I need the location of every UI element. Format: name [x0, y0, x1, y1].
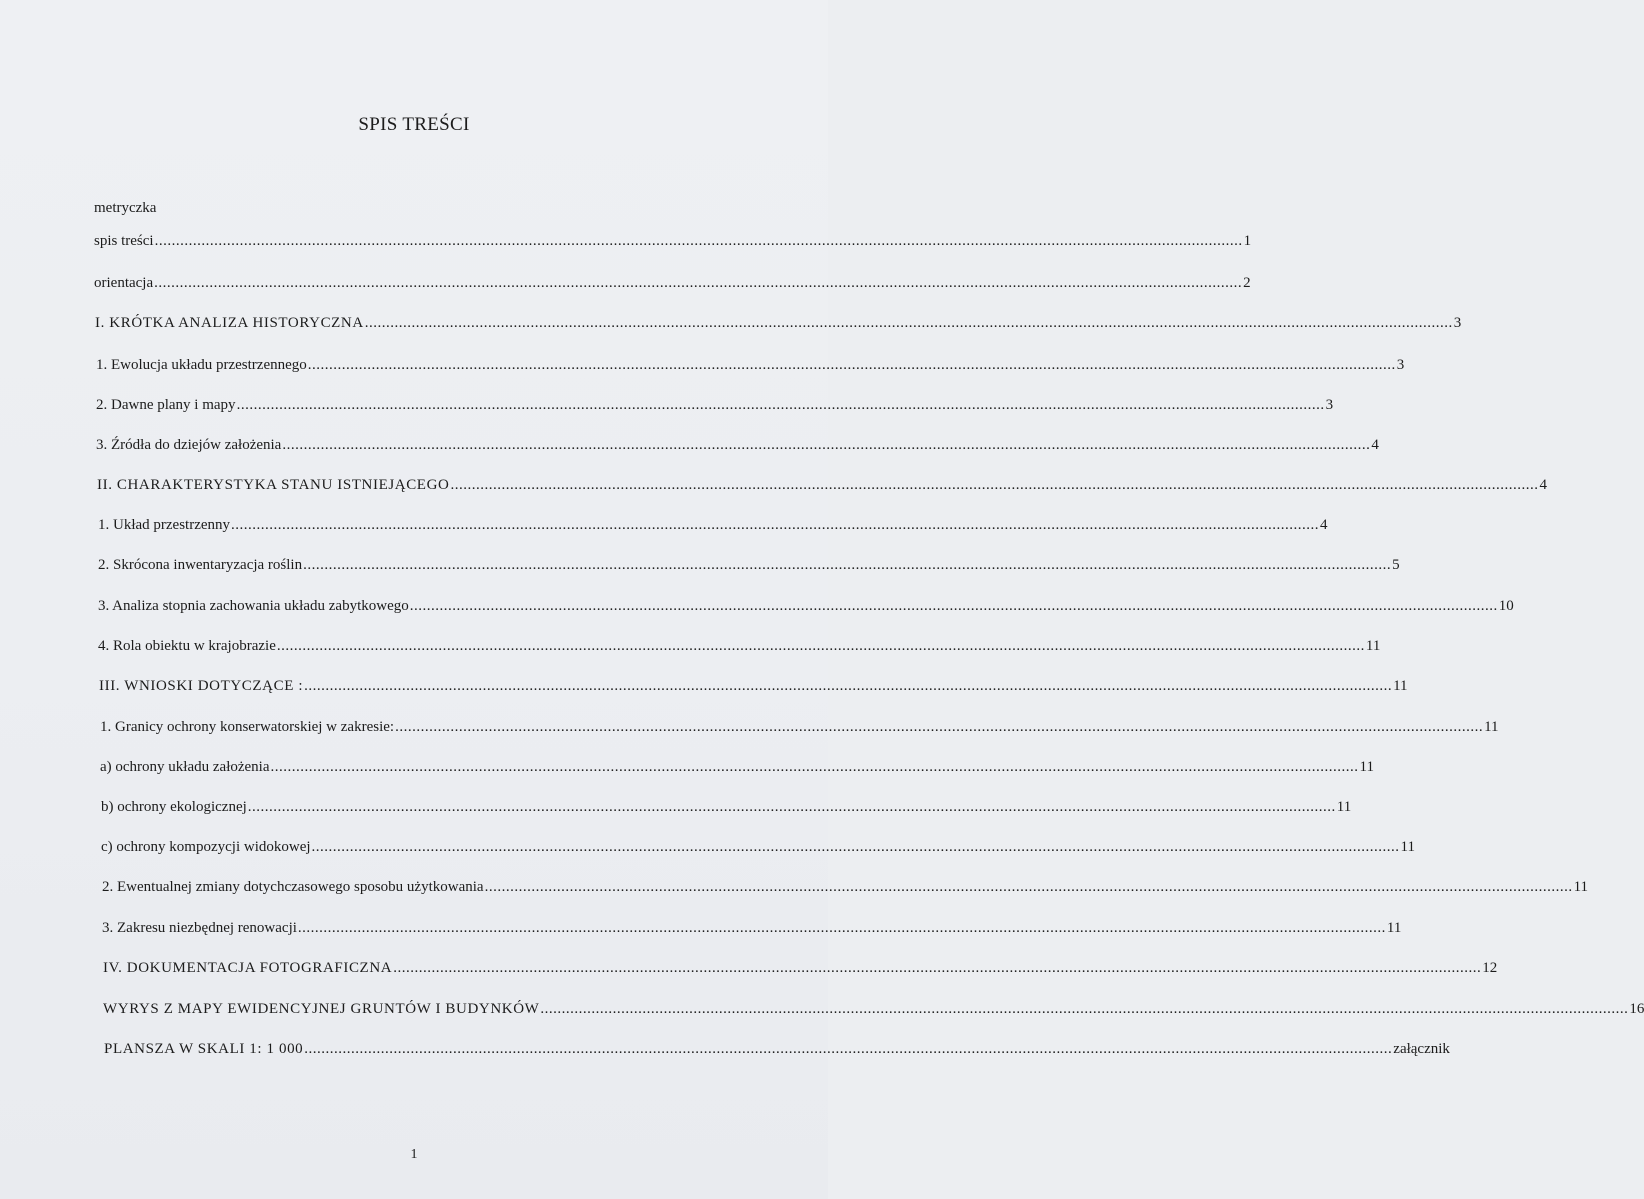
toc-entry	[96, 357, 1405, 374]
toc-entry-page: 3	[1453, 315, 1462, 331]
toc-entry-page: 1	[1243, 233, 1252, 249]
toc-entry-page: 2	[1243, 275, 1251, 291]
page-title: SPIS TREŚCI	[358, 114, 470, 135]
toc-entry-label: WYRYS Z MAPY EWIDENCYJNEJ GRUNTÓW I BUDYNKÓW	[103, 1001, 540, 1017]
toc-entry-page: 4	[1320, 517, 1328, 533]
toc-entry-label: 2. Skrócona inwentaryzacja roślin	[98, 557, 303, 573]
toc-entry-page: 11	[1484, 719, 1499, 735]
toc-entry	[98, 598, 1514, 615]
toc-leader-dots: ................................................................................................................................................................................................................................................................	[154, 233, 1243, 249]
toc-entry-page: 4	[1371, 437, 1379, 453]
toc-entry-label: spis treści	[94, 233, 154, 249]
toc-entry	[98, 517, 1328, 534]
toc-entry-page: załącznik	[1393, 1041, 1450, 1057]
toc-leader-dots: ................................................................................................................................................................................................................................................................	[270, 759, 1359, 775]
toc-leader-dots: ................................................................................................................................................................................................................................................................	[409, 598, 1498, 614]
toc-leader-dots: ................................................................................................................................................................................................................................................................	[484, 879, 1573, 895]
toc-entry-page: 12	[1482, 960, 1498, 976]
toc-entry	[104, 1041, 1450, 1058]
toc-leader-dots: ................................................................................................................................................................................................................................................................	[282, 437, 1371, 453]
toc-entry-label: b) ochrony ekologicznej	[101, 799, 247, 815]
toc-entry	[101, 799, 1352, 816]
toc-entry-label: 1. Układ przestrzenny	[98, 517, 231, 533]
toc-entry-page: 4	[1539, 477, 1547, 493]
toc-entry	[95, 315, 1462, 332]
toc-leader-dots: ................................................................................................................................................................................................................................................................	[364, 315, 1453, 331]
toc-leader-dots: ................................................................................................................................................................................................................................................................	[304, 1041, 1393, 1057]
toc-entry	[96, 437, 1379, 454]
toc-leader-dots: ................................................................................................................................................................................................................................................................	[247, 799, 1336, 815]
toc-entry	[94, 233, 1252, 250]
toc-entry-page: 11	[1359, 759, 1374, 775]
toc-entry	[101, 839, 1415, 856]
toc-leader-dots: ................................................................................................................................................................................................................................................................	[393, 960, 1482, 976]
toc-entry-page: 11	[1365, 638, 1381, 654]
toc-entry	[99, 678, 1408, 695]
toc-leader-dots: ................................................................................................................................................................................................................................................................	[395, 719, 1484, 735]
toc-entry-page: 3	[1325, 397, 1334, 413]
toc-leader-dots: ................................................................................................................................................................................................................................................................	[307, 357, 1396, 373]
toc-entry	[98, 557, 1400, 574]
toc-entry	[100, 719, 1499, 736]
toc-entry	[102, 920, 1402, 937]
toc-entry-label: 4. Rola obiektu w krajobrazie	[98, 638, 276, 654]
toc-entry-label: PLANSZA W SKALI 1: 1 000	[104, 1041, 304, 1057]
toc-entry	[94, 275, 1251, 292]
toc-entry-page: 10	[1498, 598, 1514, 614]
toc-leader-dots: ................................................................................................................................................................................................................................................................	[297, 920, 1386, 936]
toc-entry	[97, 477, 1547, 494]
page-number: 1	[410, 1147, 418, 1162]
toc-leader-dots: ................................................................................................................................................................................................................................................................	[450, 477, 1539, 493]
toc-entry-label: c) ochrony kompozycji widokowej	[101, 839, 311, 855]
toc-entry-page: 11	[1573, 879, 1589, 895]
toc-leader-dots: ................................................................................................................................................................................................................................................................	[236, 397, 1325, 413]
toc-leader-dots: ................................................................................................................................................................................................................................................................	[276, 638, 1365, 654]
toc-entry-page: 11	[1400, 839, 1415, 855]
toc-entry-page: 11	[1386, 920, 1402, 936]
toc-leader-dots: ................................................................................................................................................................................................................................................................	[304, 678, 1393, 694]
toc-entry-page: 11	[1393, 678, 1408, 694]
toc-entry-page: 5	[1392, 557, 1400, 573]
toc-entry	[103, 1001, 1644, 1018]
toc-leader-dots: ................................................................................................................................................................................................................................................................	[231, 517, 1320, 533]
toc-entry-label: 3. Analiza stopnia zachowania układu zabytkowego	[98, 598, 409, 614]
toc-entry-page: 16	[1629, 1001, 1644, 1017]
toc-entry-label: 1. Granicy ochrony konserwatorskiej w zakresie:	[100, 719, 395, 735]
toc-entry-page: 11	[1336, 799, 1352, 815]
toc-entry-label: orientacja	[94, 275, 154, 291]
toc-leader-dots: ................................................................................................................................................................................................................................................................	[540, 1001, 1629, 1017]
toc-entry-label: III. WNIOSKI DOTYCZĄCE :	[99, 678, 304, 694]
toc-entry-label: a) ochrony układu założenia	[100, 759, 270, 775]
toc-entry-label: I. KRÓTKA ANALIZA HISTORYCZNA	[95, 315, 364, 331]
toc-entry	[102, 879, 1589, 896]
toc-entry-label: 3. Zakresu niezbędnej renowacji	[102, 920, 297, 936]
toc-entry	[100, 759, 1374, 776]
toc-entry-label: 2. Ewentualnej zmiany dotychczasowego sposobu użytkowania	[102, 879, 484, 895]
toc-entry-label: 3. Źródła do dziejów założenia	[96, 437, 282, 453]
toc-entry-label: II. CHARAKTERYSTYKA STANU ISTNIEJĄCEGO	[97, 477, 450, 493]
toc-entry	[96, 397, 1334, 414]
toc-intro-line: metryczka	[94, 200, 157, 216]
toc-entry-page: 3	[1396, 357, 1405, 373]
toc-leader-dots: ................................................................................................................................................................................................................................................................	[303, 557, 1392, 573]
toc-entry-label: 1. Ewolucja układu przestrzennego	[96, 357, 307, 373]
toc-entry-label: IV. DOKUMENTACJA FOTOGRAFICZNA	[103, 960, 393, 976]
toc-entry	[103, 960, 1498, 977]
toc-leader-dots: ................................................................................................................................................................................................................................................................	[154, 275, 1243, 291]
toc-entry	[98, 638, 1381, 655]
toc-leader-dots: ................................................................................................................................................................................................................................................................	[311, 839, 1400, 855]
toc-entry-label: 2. Dawne plany i mapy	[96, 397, 236, 413]
